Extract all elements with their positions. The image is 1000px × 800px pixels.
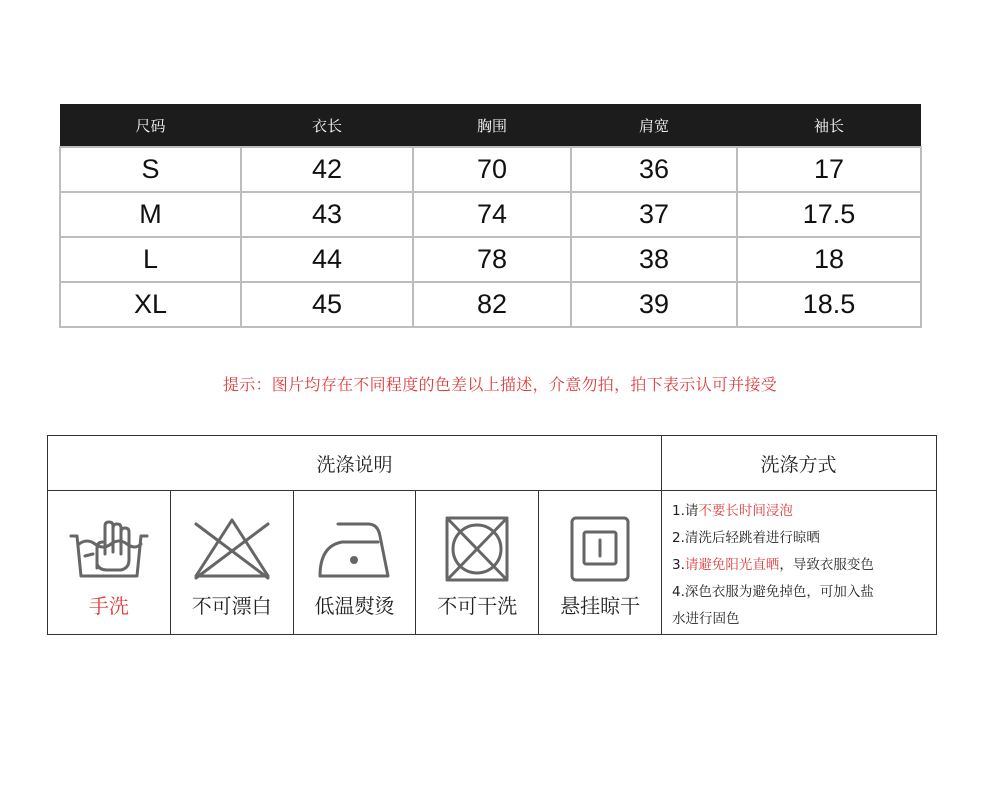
note-1-prefix: 1.请	[672, 503, 699, 519]
header-bust: 胸围	[413, 104, 571, 147]
table-row	[60, 237, 921, 282]
note-2: 2.清洗后轻跳着进行晾晒	[672, 530, 820, 546]
care-instructions-title: 洗涤说明	[48, 436, 662, 491]
care-instructions-box	[47, 435, 937, 635]
note-1	[672, 498, 936, 525]
hang-dry-icon	[558, 514, 642, 584]
cell-bust: 70	[413, 147, 571, 192]
note-3-suffix: ，导致衣服变色	[779, 557, 874, 573]
cell-size: M	[60, 192, 241, 237]
cell-shoulder: 39	[571, 282, 737, 327]
hand-wash-icon	[67, 514, 151, 584]
care-icon-cell	[539, 490, 661, 634]
cell-bust: 82	[413, 282, 571, 327]
no-bleach-icon	[190, 514, 274, 584]
header-length: 衣长	[241, 104, 413, 147]
care-icon-cell	[171, 490, 294, 634]
table-row	[60, 192, 921, 237]
no-bleach-label: 不可漂白	[191, 594, 272, 618]
header-shoulder: 肩宽	[571, 104, 737, 147]
no-dry-clean-label: 不可干洗	[437, 594, 518, 618]
color-difference-tip: 提示：图片均存在不同程度的色差以上描述，介意勿拍，拍下表示认可并接受	[222, 375, 778, 394]
cell-sleeve: 18	[737, 237, 921, 282]
cell-shoulder: 37	[571, 192, 737, 237]
cell-bust: 74	[413, 192, 571, 237]
table-row	[60, 282, 921, 327]
hang-dry-label: 悬挂晾干	[560, 594, 641, 618]
cell-length: 43	[241, 192, 413, 237]
cell-bust: 78	[413, 237, 571, 282]
cell-sleeve: 17.5	[737, 192, 921, 237]
cell-shoulder: 36	[571, 147, 737, 192]
size-chart-table	[59, 104, 922, 328]
cell-size: L	[60, 237, 241, 282]
cell-size: XL	[60, 282, 241, 327]
cell-shoulder: 38	[571, 237, 737, 282]
note-1-highlight: 不要长时间浸泡	[698, 503, 793, 519]
note-4-line-2: 水进行固色	[672, 611, 740, 627]
note-3	[672, 552, 936, 579]
cell-size: S	[60, 147, 241, 192]
low-iron-label: 低温熨烫	[314, 594, 395, 618]
care-icon-cell	[294, 490, 417, 634]
wash-method-title: 洗涤方式	[661, 436, 936, 491]
low-iron-icon	[312, 514, 396, 584]
hand-wash-label: 手洗	[88, 594, 129, 618]
note-3-highlight: 请避免阳光直晒	[684, 557, 780, 573]
cell-sleeve: 17	[737, 147, 921, 192]
no-dry-clean-icon	[435, 514, 519, 584]
cell-length: 45	[241, 282, 413, 327]
header-sleeve: 袖长	[737, 104, 921, 147]
table-row	[60, 147, 921, 192]
cell-length: 44	[241, 237, 413, 282]
care-icons-row	[48, 490, 662, 634]
care-icon-cell	[48, 490, 171, 634]
wash-method-notes	[661, 490, 936, 634]
note-4-line-1: 4.深色衣服为避免掉色，可加入盐	[672, 584, 874, 600]
cell-sleeve: 18.5	[737, 282, 921, 327]
note-3-prefix: 3.	[672, 557, 685, 573]
cell-length: 42	[241, 147, 413, 192]
header-size: 尺码	[60, 104, 241, 147]
size-chart-header-row	[60, 104, 921, 147]
care-icon-cell	[416, 490, 539, 634]
